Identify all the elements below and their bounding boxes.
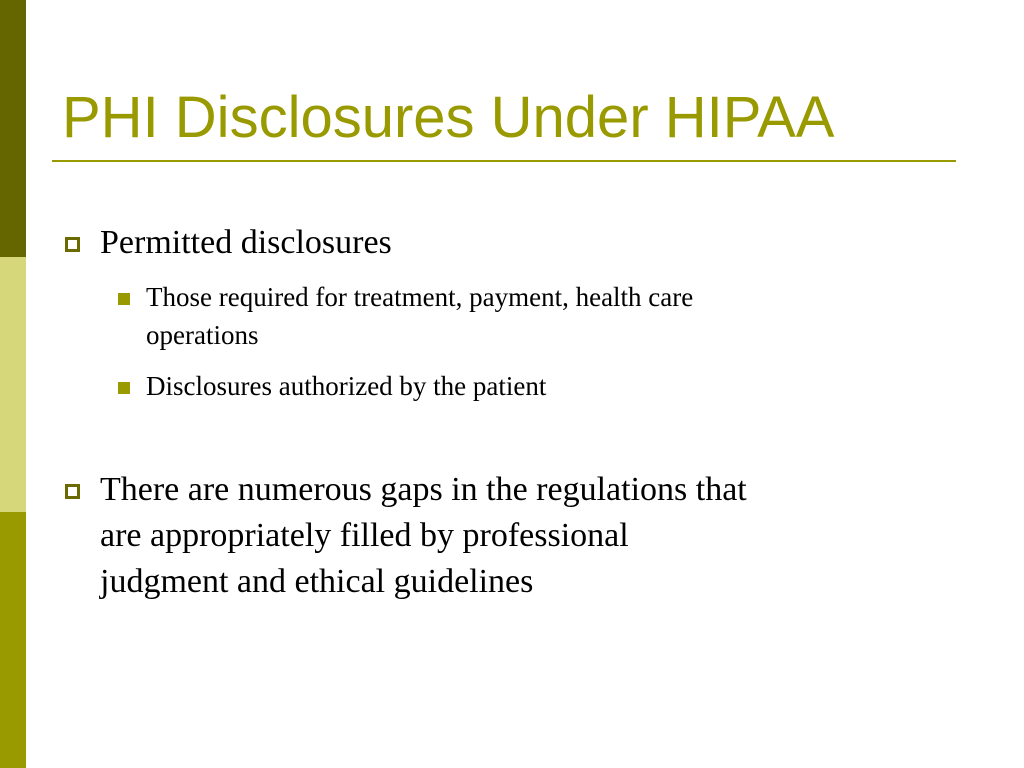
bullet-text-line1: There are numerous gaps in the regulations that <box>100 471 747 508</box>
bullet-text-line2: are appropriately filled by professional <box>100 517 629 554</box>
bullet-regulation-gaps <box>100 467 747 605</box>
slide-title: PHI Disclosures Under HIPAA <box>62 85 835 150</box>
filled-square-bullet-icon <box>118 382 130 394</box>
sub-bullet-text-line1: Those required for treatment, payment, health care <box>146 282 694 312</box>
sub-bullet-treatment-payment <box>146 278 693 354</box>
bullet-permitted-disclosures <box>100 220 392 266</box>
title-underline <box>52 160 956 162</box>
sidebar-segment-light <box>0 257 26 512</box>
filled-square-bullet-icon <box>118 293 130 305</box>
bullet-text-line3: judgment and ethical guidelines <box>100 563 534 600</box>
hollow-square-bullet-icon <box>65 237 80 252</box>
sidebar-segment-dark <box>0 0 26 257</box>
sub-bullet-text-line2: operations <box>146 320 259 350</box>
sidebar-segment-mid <box>0 512 26 768</box>
sub-bullet-text: Disclosures authorized by the patient <box>146 371 547 401</box>
sub-bullet-patient-authorized <box>146 367 546 405</box>
bullet-text: Permitted disclosures <box>100 224 392 261</box>
hollow-square-bullet-icon <box>65 484 80 499</box>
